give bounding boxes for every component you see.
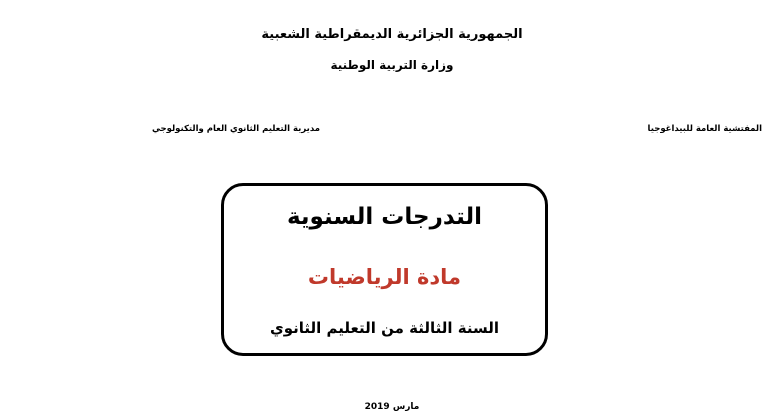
subject-title: مادة الرياضيات: [307, 265, 462, 289]
level-title: السنة الثالثة من التعليم الثانوي: [270, 319, 499, 337]
ministry-heading: وزارة التربية الوطنية: [330, 58, 454, 72]
republic-heading: الجمهورية الجزائرية الديمقراطية الشعبية: [261, 27, 523, 42]
inspectorate-label: المفتشية العامة للبيداغوجيا: [647, 124, 762, 134]
directorate-label: مديرية التعليم الثانوي العام والتكنولوجي: [151, 124, 320, 134]
document-title: التدرجات السنوية: [286, 204, 483, 230]
footer-date: مارس 2019: [364, 402, 420, 412]
title-box: [221, 183, 548, 356]
